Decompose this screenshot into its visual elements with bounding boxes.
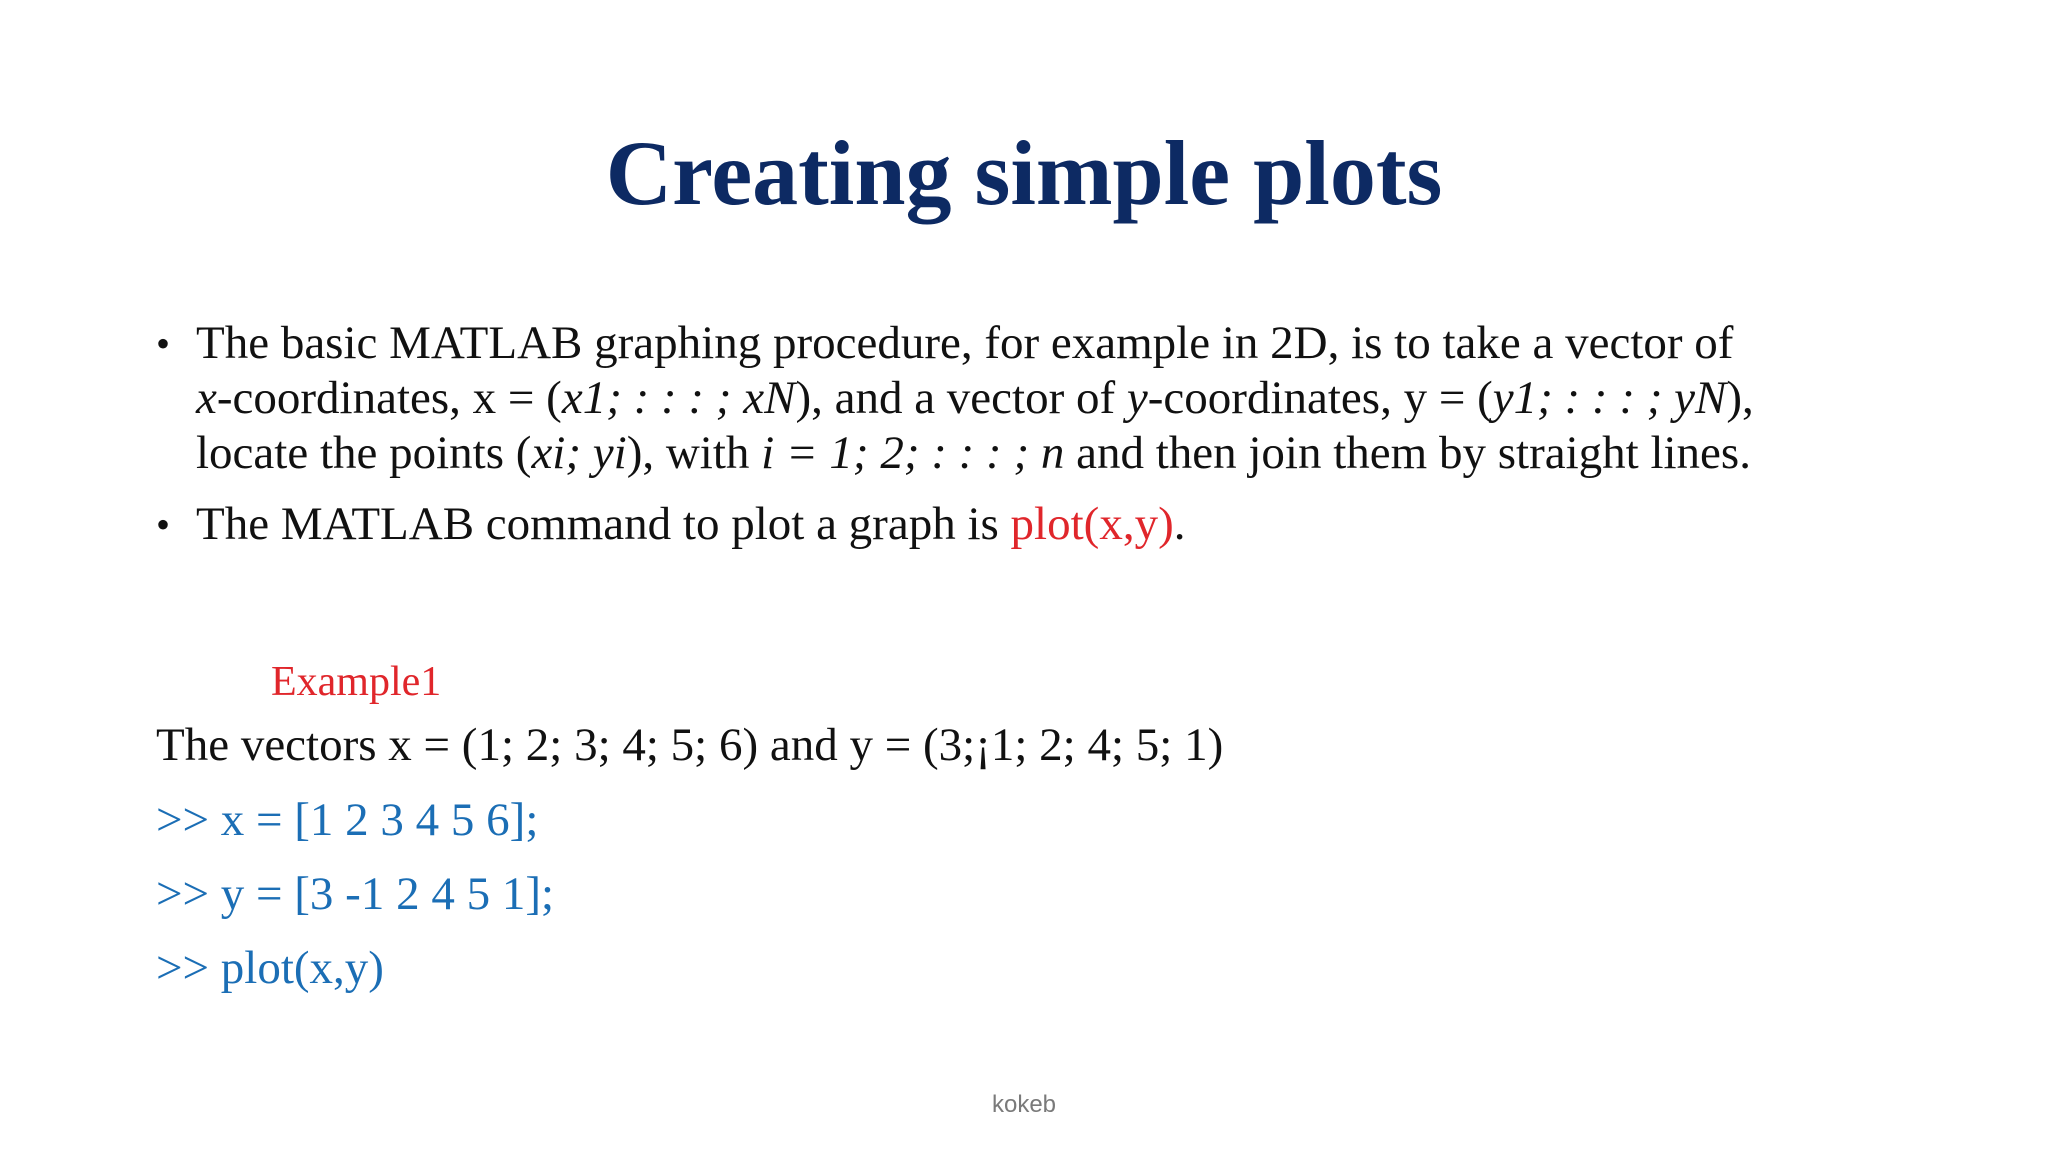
math-expr: xi; yi — [531, 427, 627, 479]
bullet-item-procedure — [156, 316, 1916, 481]
bullet-marker: • — [156, 502, 171, 547]
math-var: x — [196, 372, 217, 424]
bullet-item-plot-command — [156, 497, 1916, 552]
bullet-line-1 — [196, 316, 1916, 371]
bullet-text: . — [1173, 498, 1186, 550]
bullet-text: and then join them by straight lines. — [1064, 427, 1751, 479]
math-var: i — [761, 427, 775, 479]
math-var: yN — [1674, 372, 1727, 424]
bullet-text: -coordinates, x = ( — [216, 372, 562, 424]
slide-footer: kokeb — [991, 1091, 1057, 1118]
code-line-plot: >> plot(x,y) — [156, 942, 384, 994]
bullet-line-3 — [196, 426, 1916, 481]
bullet-marker: • — [156, 321, 171, 366]
bullet-line-2 — [196, 371, 1916, 426]
bullet-text: The basic MATLAB graphing procedure, for example in 2D, is to take a vector of — [196, 317, 1734, 369]
math-var: y — [1126, 372, 1148, 424]
example-vectors-text: The vectors x = (1; 2; 3; 4; 5; 6) and y = (3;¡1; 2; 4; 5; 1) — [156, 719, 1224, 771]
bullet-list — [156, 316, 1916, 552]
math-expr: = 1; 2; : : : ; — [774, 427, 1041, 479]
math-var: n — [1040, 427, 1065, 479]
bullet-text: ), and a vector of — [795, 372, 1127, 424]
bullet-text: ), with — [626, 427, 762, 479]
math-var: y — [1492, 372, 1514, 424]
math-expr: 1; : : : ; — [582, 372, 744, 424]
bullet-text: ), — [1726, 372, 1754, 424]
bullet-text: locate the points ( — [196, 427, 532, 479]
math-var: xN — [743, 372, 796, 424]
code-line-y: >> y = [3 -1 2 4 5 1]; — [156, 868, 555, 920]
math-expr: 1; : : : ; — [1513, 372, 1675, 424]
code-line-x: >> x = [1 2 3 4 5 6]; — [156, 794, 539, 846]
math-var: x — [561, 372, 583, 424]
bullet-text: The MATLAB command to plot a graph is — [196, 498, 1011, 550]
slide-title: Creating simple plots — [605, 122, 1443, 224]
example-label: Example1 — [271, 659, 442, 705]
bullet-text: -coordinates, y = ( — [1147, 372, 1493, 424]
plot-command-highlight: plot(x,y) — [1010, 498, 1174, 550]
